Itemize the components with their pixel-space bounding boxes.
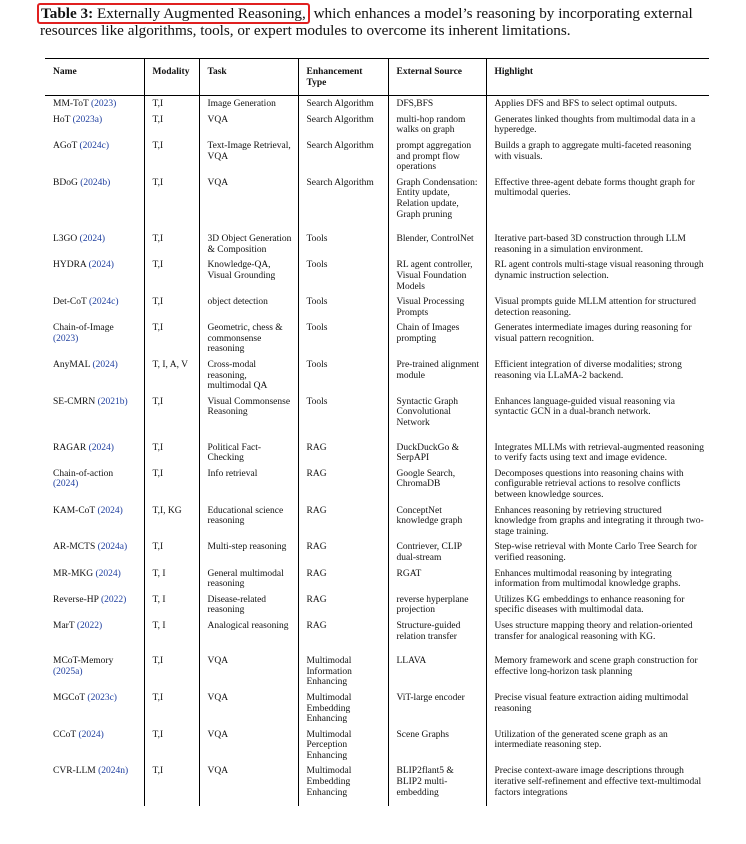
citation-link[interactable]: (2024) [78, 729, 104, 740]
citation-link[interactable]: (2024n) [98, 766, 129, 777]
cell-name [45, 175, 144, 228]
cell-highlight: Iterative part-based 3D construction through LLM reasoning in a simulation environment. [486, 228, 709, 257]
cell-task: 3D Object Generation & Composition [199, 228, 298, 257]
cell-type: Multimodal Information Enhancing [298, 650, 388, 690]
header-external-source: External Source [388, 59, 486, 96]
cell-highlight: Step-wise retrieval with Monte Carlo Tree Search for verified reasoning. [486, 539, 709, 565]
cell-name [45, 650, 144, 690]
cell-source: BLIP2flant5 & BLIP2 multi-embedding [388, 763, 486, 806]
cell-name [45, 357, 144, 394]
table-row [45, 466, 709, 503]
method-name: MM-ToT [53, 99, 89, 110]
cell-task: Knowledge-QA, Visual Grounding [199, 257, 298, 294]
citation-link[interactable]: (2023c) [87, 692, 117, 703]
cell-highlight: Enhances reasoning by retrieving structured knowledge from graphs and integrating it through two-stage training. [486, 503, 709, 540]
cell-type: Tools [298, 320, 388, 357]
cell-source: Pre-trained alignment module [388, 357, 486, 394]
cell-modality: T,I [144, 437, 199, 466]
cell-source: Graph Condensation: Entity update, Relation update, Graph pruning [388, 175, 486, 228]
cell-type: Search Algorithm [298, 175, 388, 228]
cell-source: prompt aggregation and prompt flow operations [388, 138, 486, 175]
method-name: HoT [53, 114, 71, 125]
header-name: Name [45, 59, 144, 96]
citation-link[interactable]: (2022) [76, 620, 103, 631]
cell-name [45, 592, 144, 618]
cell-task: VQA [199, 763, 298, 806]
method-name: AnyMAL [53, 360, 91, 371]
cell-source: RL agent controller, Visual Foundation Models [388, 257, 486, 294]
cell-name [45, 228, 144, 257]
method-name: MCoT-Memory [53, 656, 114, 667]
cell-modality: T,I [144, 650, 199, 690]
cell-name [45, 112, 144, 138]
method-name: CVR-LLM [53, 766, 96, 777]
cell-modality: T,I [144, 138, 199, 175]
cell-highlight: Visual prompts guide MLLM attention for structured detection reasoning. [486, 294, 709, 320]
cell-modality: T,I [144, 320, 199, 357]
cell-modality: T, I [144, 592, 199, 618]
method-name: Reverse-HP [53, 594, 99, 605]
reasoning-table [45, 58, 709, 806]
cell-highlight: Precise context-aware image descriptions through iterative self-refinement and effective text-multimodal factors integrations [486, 763, 709, 806]
cell-highlight: Effective three-agent debate forms thought graph for multimodal queries. [486, 175, 709, 228]
cell-type: RAG [298, 566, 388, 592]
cell-modality: T,I [144, 763, 199, 806]
cell-type: Multimodal Perception Enhancing [298, 727, 388, 764]
cell-type: RAG [298, 466, 388, 503]
table-row [45, 690, 709, 727]
citation-link[interactable]: (2022) [100, 594, 127, 605]
cell-type: Tools [298, 294, 388, 320]
cell-type: Tools [298, 228, 388, 257]
cell-task: Political Fact-Checking [199, 437, 298, 466]
citation-link[interactable]: (2021b) [97, 396, 128, 407]
cell-highlight: Precise visual feature extraction aiding multimodal reasoning [486, 690, 709, 727]
cell-source: Syntactic Graph Convolutional Network [388, 394, 486, 437]
method-name: MGCoT [53, 692, 86, 703]
cell-type: RAG [298, 618, 388, 650]
cell-modality: T,I [144, 466, 199, 503]
cell-source: LLAVA [388, 650, 486, 690]
cell-task: object detection [199, 294, 298, 320]
cell-type: Tools [298, 394, 388, 437]
cell-type: Multimodal Embedding Enhancing [298, 763, 388, 806]
cell-type: RAG [298, 539, 388, 565]
cell-type: Tools [298, 357, 388, 394]
citation-link[interactable]: (2024c) [88, 297, 119, 308]
cell-task: Analogical reasoning [199, 618, 298, 650]
method-name: MarT [53, 620, 75, 631]
cell-type: RAG [298, 437, 388, 466]
citation-link[interactable]: (2023) [90, 99, 117, 110]
cell-source: RGAT [388, 566, 486, 592]
cell-name [45, 763, 144, 806]
cell-highlight: Enhances multimodal reasoning by integrating information from multimodal knowledge graphs. [486, 566, 709, 592]
table-row [45, 357, 709, 394]
cell-name [45, 566, 144, 592]
method-name: RAGAR [53, 442, 87, 453]
caption-highlight-box [37, 3, 310, 24]
cell-modality: T,I [144, 539, 199, 565]
citation-link[interactable]: (2024b) [80, 177, 111, 188]
cell-source: Blender, ControlNet [388, 228, 486, 257]
cell-source: DuckDuckGo & SerpAPI [388, 437, 486, 466]
cell-modality: T, I [144, 618, 199, 650]
caption-label: Table 3: [41, 5, 94, 22]
method-name: AR-MCTS [53, 542, 96, 553]
cell-task: Cross-modal reasoning, multimodal QA [199, 357, 298, 394]
cell-name [45, 294, 144, 320]
cell-highlight: RL agent controls multi-stage visual reasoning through dynamic instruction selection. [486, 257, 709, 294]
cell-type: Search Algorithm [298, 112, 388, 138]
cell-highlight: Builds a graph to aggregate multi-faceted reasoning with visuals. [486, 138, 709, 175]
cell-highlight: Uses structure mapping theory and relation-oriented transfer for analogical reasoning with KG. [486, 618, 709, 650]
method-name: L3GO [53, 234, 78, 245]
table-row [45, 763, 709, 806]
method-name: HYDRA [53, 260, 87, 271]
cell-name [45, 618, 144, 650]
cell-modality: T,I, KG [144, 503, 199, 540]
method-name: Chain-of-Image [53, 323, 114, 334]
cell-modality: T,I [144, 96, 199, 112]
cell-task: Image Generation [199, 96, 298, 112]
cell-source: reverse hyperplane projection [388, 592, 486, 618]
citation-link[interactable]: (2024) [53, 479, 79, 490]
citation-link[interactable]: (2023) [53, 333, 79, 344]
method-name: KAM-CoT [53, 505, 96, 516]
cell-highlight: Utilization of the generated scene graph as an intermediate reasoning step. [486, 727, 709, 764]
cell-modality: T,I [144, 690, 199, 727]
header-highlight: Highlight [486, 59, 709, 96]
citation-link[interactable]: (2023a) [72, 114, 103, 125]
table-row [45, 320, 709, 357]
cell-source: ViT-large encoder [388, 690, 486, 727]
cell-task: VQA [199, 650, 298, 690]
table-row [45, 437, 709, 466]
table-caption [40, 5, 730, 39]
table-row [45, 650, 709, 690]
cell-type: RAG [298, 592, 388, 618]
cell-name [45, 320, 144, 357]
cell-name [45, 503, 144, 540]
cell-modality: T,I [144, 175, 199, 228]
cell-modality: T,I [144, 257, 199, 294]
cell-type: Search Algorithm [298, 138, 388, 175]
cell-task: VQA [199, 175, 298, 228]
citation-link[interactable]: (2024) [88, 260, 114, 271]
table-row [45, 394, 709, 437]
cell-modality: T,I [144, 112, 199, 138]
cell-name [45, 539, 144, 565]
cell-type: Tools [298, 257, 388, 294]
method-name: BDoG [53, 177, 78, 188]
cell-task: Text-Image Retrieval, VQA [199, 138, 298, 175]
cell-highlight: Integrates MLLMs with retrieval-augmented reasoning to verify facts using text and image evidence. [486, 437, 709, 466]
cell-highlight: Efficient integration of diverse modalities; strong reasoning via LLaMA-2 backend. [486, 357, 709, 394]
cell-name [45, 690, 144, 727]
cell-task: Multi-step reasoning [199, 539, 298, 565]
table-row [45, 175, 709, 228]
table-row [45, 566, 709, 592]
table-row [45, 138, 709, 175]
cell-modality: T, I [144, 566, 199, 592]
table-row [45, 294, 709, 320]
cell-task: General multimodal reasoning [199, 566, 298, 592]
table-row [45, 257, 709, 294]
cell-modality: T,I [144, 228, 199, 257]
caption-highlighted-text: Externally Augmented Reasoning, [96, 5, 306, 22]
cell-type: RAG [298, 503, 388, 540]
cell-task: Educational science reasoning [199, 503, 298, 540]
cell-name [45, 96, 144, 112]
cell-name [45, 437, 144, 466]
table-row [45, 618, 709, 650]
table-row [45, 112, 709, 138]
table-row [45, 592, 709, 618]
citation-link[interactable]: (2024) [79, 234, 105, 245]
table-body [45, 96, 709, 807]
cell-name [45, 257, 144, 294]
cell-task: Info retrieval [199, 466, 298, 503]
method-name: CCoT [53, 729, 77, 740]
citation-link[interactable]: (2024) [97, 505, 123, 516]
cell-task: VQA [199, 690, 298, 727]
cell-task: Visual Commonsense Reasoning [199, 394, 298, 437]
cell-name [45, 138, 144, 175]
cell-name [45, 394, 144, 437]
header-task: Task [199, 59, 298, 96]
cell-task: VQA [199, 112, 298, 138]
cell-highlight: Enhances language-guided visual reasoning via syntactic GCN in a dual-branch network. [486, 394, 709, 437]
method-name: AGoT [53, 140, 78, 151]
citation-link[interactable]: (2024) [92, 360, 118, 371]
cell-type: Multimodal Embedding Enhancing [298, 690, 388, 727]
cell-highlight: Generates linked thoughts from multimodal data in a hyperedge. [486, 112, 709, 138]
method-name: Chain-of-action [53, 468, 114, 479]
cell-source: DFS,BFS [388, 96, 486, 112]
cell-task: Geometric, chess & commonsense reasoning [199, 320, 298, 357]
table-row [45, 228, 709, 257]
cell-name [45, 727, 144, 764]
cell-source: Structure-guided relation transfer [388, 618, 486, 650]
cell-highlight: Applies DFS and BFS to select optimal outputs. [486, 96, 709, 112]
cell-modality: T,I [144, 294, 199, 320]
cell-type: Search Algorithm [298, 96, 388, 112]
cell-highlight: Memory framework and scene graph construction for effective long-horizon task planning [486, 650, 709, 690]
table-row [45, 503, 709, 540]
cell-source: Contriever, CLIP dual-stream [388, 539, 486, 565]
table-row [45, 96, 709, 112]
citation-link[interactable]: (2024) [95, 568, 121, 579]
cell-highlight: Decomposes questions into reasoning chains with configurable retrieval actions to resolve conflicts between knowledge sources. [486, 466, 709, 503]
header-modality: Modality [144, 59, 199, 96]
cell-source: Visual Processing Prompts [388, 294, 486, 320]
citation-link[interactable]: (2024a) [97, 542, 128, 553]
method-name: Det-CoT [53, 297, 87, 308]
table-header-row [45, 59, 709, 96]
cell-source: Google Search, ChromaDB [388, 466, 486, 503]
citation-link[interactable]: (2024c) [79, 140, 110, 151]
header-enhancement-type: Enhancement Type [298, 59, 388, 96]
table-row [45, 727, 709, 764]
method-name: MR-MKG [53, 568, 94, 579]
cell-modality: T,I [144, 727, 199, 764]
cell-source: Chain of Images prompting [388, 320, 486, 357]
cell-source: multi-hop random walks on graph [388, 112, 486, 138]
cell-source: ConceptNet knowledge graph [388, 503, 486, 540]
cell-highlight: Utilizes KG embeddings to enhance reasoning for specific diseases with multimodal data. [486, 592, 709, 618]
table-row [45, 539, 709, 565]
method-name: SE-CMRN [53, 396, 96, 407]
cell-task: VQA [199, 727, 298, 764]
cell-highlight: Generates intermediate images during reasoning for visual pattern recognition. [486, 320, 709, 357]
cell-modality: T, I, A, V [144, 357, 199, 394]
cell-modality: T,I [144, 394, 199, 437]
citation-link[interactable]: (2025a) [53, 666, 83, 677]
citation-link[interactable]: (2024) [88, 442, 114, 453]
cell-task: Disease-related reasoning [199, 592, 298, 618]
cell-source: Scene Graphs [388, 727, 486, 764]
cell-name [45, 466, 144, 503]
caption-text: which enhances a model’s reasoning by incorporating external resources like algorithms, tools, or expert modules to overcome its inherent limitations. [40, 5, 693, 39]
